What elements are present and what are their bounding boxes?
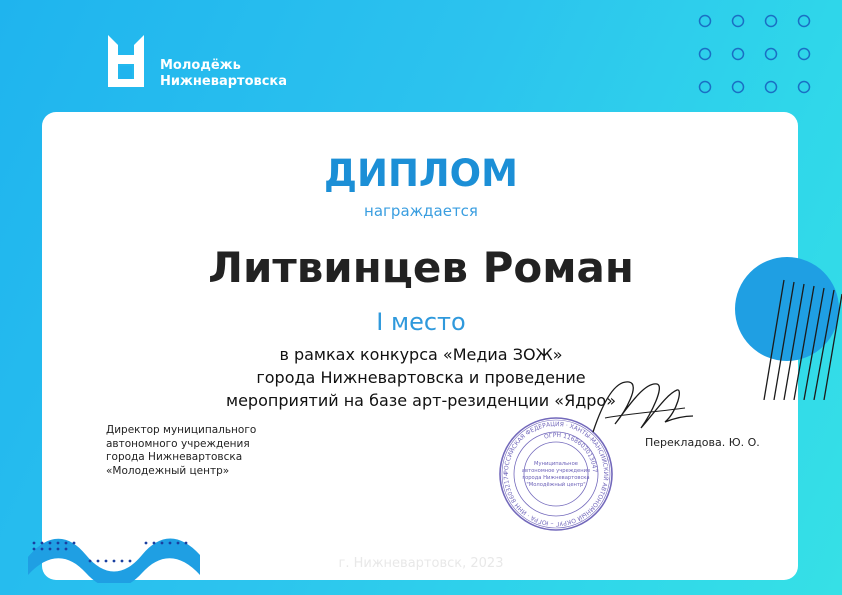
stamp-ogrn: ОГРН 1168603013047 xyxy=(543,431,599,473)
signer-name: Перекладова. Ю. О. xyxy=(645,436,760,449)
award-place: I место xyxy=(376,308,466,336)
director-line: «Молодежный центр» xyxy=(106,464,230,477)
dots-decoration xyxy=(697,13,812,95)
description-line: в рамках конкурса «Медиа ЗОЖ» xyxy=(279,345,563,364)
stamp-center-line: Муниципальное xyxy=(534,461,578,467)
brand-line-2: Нижневартовска xyxy=(160,74,288,89)
description-line: мероприятий на базе арт-резиденции «Ядро» xyxy=(226,391,616,410)
footer-location-year: г. Нижневартовск, 2023 xyxy=(338,556,504,571)
award-description xyxy=(0,343,842,412)
director-line: Директор муниципального xyxy=(106,424,257,436)
brand-line-1: Молодёжь xyxy=(160,58,241,73)
stamp-ring-text: РОССИЙСКАЯ ФЕДЕРАЦИЯ · ХАНТЫ-МАНСИЙСКИЙ АВТОНОМНЫЙ ОКРУГ – ЮГРА · ИНН 86032174 xyxy=(502,420,610,528)
brand-name xyxy=(160,58,287,90)
stamp-center-line: автономное учреждение xyxy=(521,468,591,474)
wave-decoration xyxy=(28,527,200,583)
stamp-center-line: "Молодёжный центр" xyxy=(526,482,586,488)
signature-icon xyxy=(585,372,695,444)
director-line: автономного учреждения xyxy=(106,437,250,450)
recipient-name: Литвинцев Роман xyxy=(208,243,634,292)
stamp-center-line: города Нижневартовска xyxy=(522,475,590,481)
logo-icon xyxy=(106,33,146,91)
director-title xyxy=(106,424,306,478)
description-line: города Нижневартовска и проведение xyxy=(256,368,586,387)
director-line: города Нижневартовска xyxy=(106,451,243,463)
diploma-title: ДИПЛОМ xyxy=(324,152,518,195)
diploma-subtitle: награждается xyxy=(364,202,478,220)
